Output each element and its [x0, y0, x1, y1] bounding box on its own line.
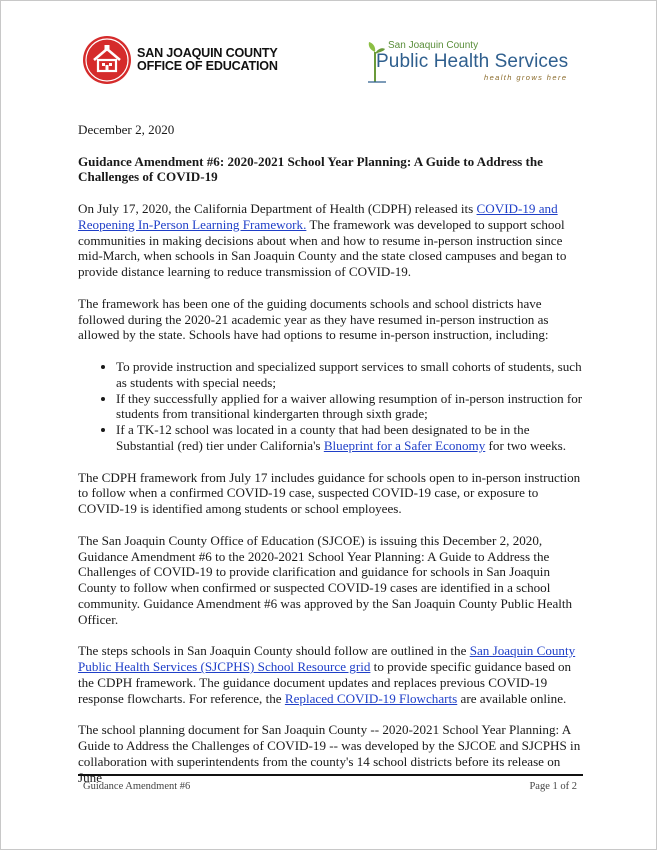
phs-county-name: San Joaquin County — [388, 40, 479, 51]
sjcoe-logo — [83, 36, 278, 84]
paragraph-4: The San Joaquin County Office of Education (SJCOE) is issuing this December 2, 2020, Guidance Amendment #6 to the 2020-2021 School Year Planning: A Guide to Address the Challenges of COVID-19 to provide clarification and guidance for schools in San Joaquin County to follow when confirmed or suspected COVID-19 cases are identified in a school community. Guidance Amendment #6 was approved by the San Joaquin County Public Health Officer. — [78, 532, 573, 627]
document-body — [78, 122, 583, 801]
options-list — [78, 359, 583, 454]
document-heading: Guidance Amendment #6: 2020-2021 School Year Planning: A Guide to Address the Challenges of COVID-19 — [78, 153, 543, 185]
framework-link[interactable]: COVID-19 and Reopening In-Person Learning Framework. — [78, 200, 558, 232]
p5-text-after: are available online. — [457, 690, 567, 706]
paragraph-2: The framework has been one of the guiding documents schools and school districts have followed during the 2020-21 academic year as they have resumed in-person instruction as allowed by the state. Schools have had options to resume in-person instruction, including: — [78, 295, 549, 343]
paragraph-1 — [78, 201, 583, 280]
p5-text-middle: to provide specific guidance based on the CDPH framework. The guidance document updates and replaces previous COVID-19 response flowcharts. For reference, the — [78, 659, 572, 706]
office-name-line1: SAN JOAQUIN COUNTY — [137, 46, 278, 60]
paragraph-3: The CDPH framework from July 17 includes guidance for schools open to in-person instruction to follow when a confirmed COVID-19 case, suspected COVID-19 case, or exposure to COVID-19 is identified among students or school employees. — [78, 469, 581, 517]
b3-text-after: for two weeks. — [485, 437, 566, 453]
schoolhouse-seal-icon — [83, 36, 131, 84]
b3-text-before: If a TK-12 school was located in a county that had been designated to be in the Substantial (red) tier under California's — [116, 422, 530, 453]
footer-page-number: Page 1 of 2 — [529, 781, 577, 792]
school-resource-grid-link[interactable]: San Joaquin County Public Health Services (SJCPHS) School Resource grid — [78, 643, 576, 675]
letter-date: December 2, 2020 — [78, 122, 175, 137]
phs-title: Public Health Services — [376, 51, 569, 72]
office-name-line2: OFFICE OF EDUCATION — [137, 59, 278, 73]
list-item — [116, 422, 583, 454]
footer-rule — [78, 774, 583, 776]
list-item: • If they successfully applied for a waiver allowing resumption of in-person instruction for students from transitional kindergarten through sixth grade; — [116, 391, 583, 423]
blueprint-link[interactable]: Blueprint for a Safer Economy — [323, 437, 486, 453]
paragraph-5 — [78, 643, 583, 706]
list-item: • To provide instruction and specialized support services to small cohorts of students, such as students with special needs; — [116, 359, 583, 391]
p5-text-before: The steps schools in San Joaquin County should follow are outlined in the — [78, 643, 470, 659]
p1-text-after: The framework was developed to support school communities in making decisions about when and how to resume in-person instruction since mid-March, when schools in San Joaquin County and the state closed campuses and began to provide distance learning to reduce transmission of COVID-19. — [78, 216, 567, 280]
paragraph-6: The school planning document for San Joaquin County -- 2020-2021 School Year Planning: A Guide to Address the Challenges of COVID-19 -- was developed by the SJCOE and SJCPHS in collaboration with superintendents from the county's 14 school districts before its release on June — [78, 722, 581, 785]
footer-document-name: Guidance Amendment #6 — [83, 781, 191, 792]
phs-tagline: health grows here — [484, 73, 568, 82]
p1-text-before: On July 17, 2020, the California Department of Health (CDPH) released its — [78, 200, 477, 216]
replaced-flowcharts-link[interactable]: Replaced COVID-19 Flowcharts — [284, 690, 458, 706]
sjcphs-logo — [366, 40, 576, 86]
